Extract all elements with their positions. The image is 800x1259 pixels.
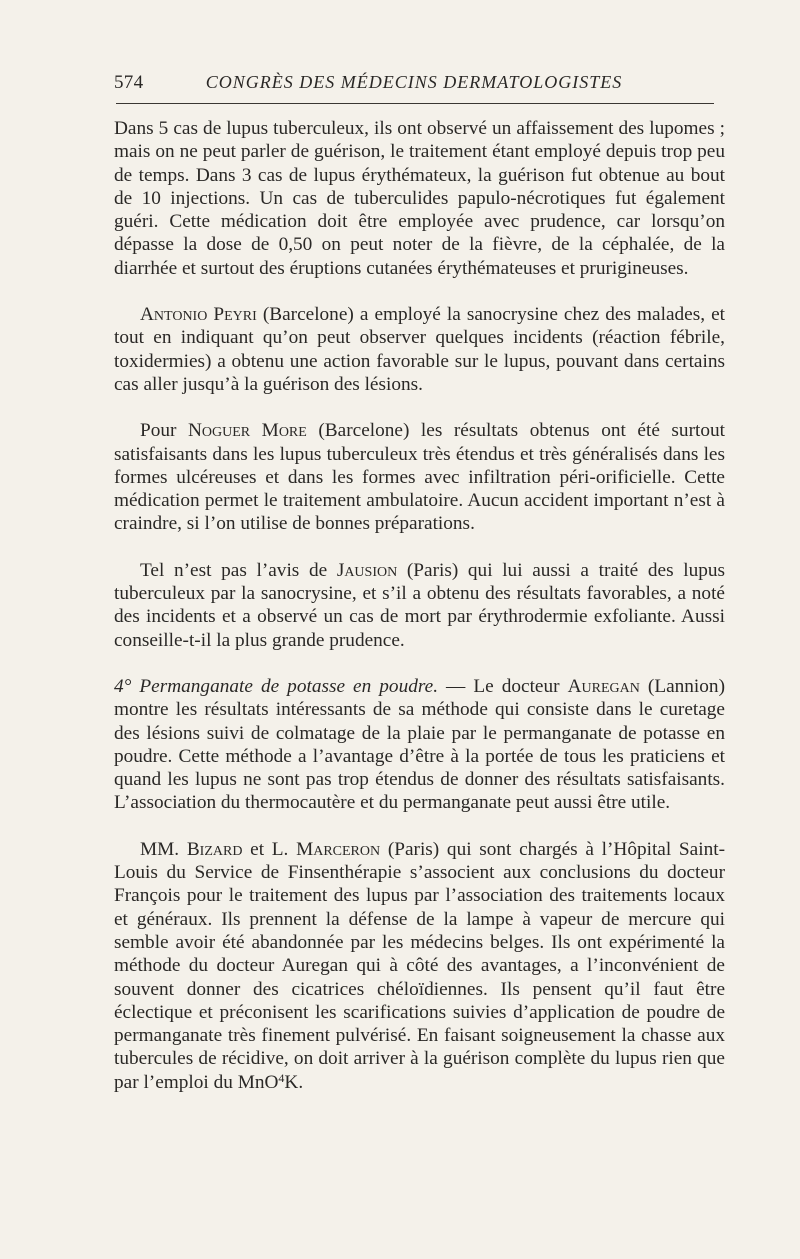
paragraph-bizard-marceron (114, 838, 725, 1094)
author-name: Noguer More (187, 420, 307, 442)
paragraph-peyri (114, 303, 725, 396)
running-title: CONGRÈS DES MÉDECINS DERMATOLOGISTES (205, 72, 623, 92)
author-name: Jausion (336, 559, 398, 581)
paragraph-noguer-more (114, 419, 725, 535)
paragraph-text: (Lannion) montre les résultats intéressants de sa méthode qui consiste dans le curetage des lésions suivi de colmatage de la plaie par le permanganate de potasse en poudre. Cette méthode a l’avantage d’être à la portée de tous les praticiens et quand les lupus ne sont pas trop étendus de donner des résultats satisfaisants. L’association du thermocautère et du permanganate peut aussi être utile. (114, 675, 725, 814)
author-name: Auregan (567, 675, 640, 697)
paragraph-text: (Barcelone) les résultats obtenus ont été surtout satisfaisants dans les lupus tuberculeux très étendus et très généralisés dans les formes ulcéreuses et dans les formes avec infiltration péri-orificielle. Cette médication permet le traitement ambulatoire. Aucun accident important n’est à craindre, si l’on utilise de bonnes préparations. (114, 420, 725, 535)
paragraph-text: — Le docteur (438, 675, 568, 697)
paragraph-text: (Barcelone) a employé la sanocrysine chez des malades, et tout en indiquant qu’on peut observer quelques incidents (réaction fébrile, toxidermies) a obtenu une action favorable sur le lupus, pouvant dans certains cas aller jusqu’à la guérison des lésions. (114, 304, 725, 395)
paragraph-text: K. (284, 1071, 304, 1093)
paragraph-text: (Paris) qui lui aussi a traité des lupus tuberculeux par la sanocrysine, et s’il a obtenu des résultats favorables, a noté des incidents et a observé un cas de mort par érythrodermie exfoliante. Aussi conseille-t-il la plus grande prudence. (114, 559, 726, 651)
section-heading: 4° Permanganate de potasse en poudre. (114, 675, 439, 697)
page-number: 574 (114, 72, 144, 93)
paragraph-text: et L. (242, 838, 297, 860)
paragraph-text: (Paris) qui sont chargés à l’Hôpital Saint-Louis du Service de Finsenthérapie s’associent aux conclusions du docteur François pour le traitement des lupus par l’association des traitements locaux et généraux. Ils prennent la défense de la lampe à vapeur de mercure qui semble avoir été abandonnée par les médecins belges. Ils ont expérimenté la méthode du docteur Auregan qui à côté des avantages, a l’inconvénient de souvent donner des cicatrices chéloïdiennes. Ils pensent qu’il faut être éclectique et préconisent les scarifications suivies d’application de poudre de permanganate très finement pulvérisé. En faisant soigneusement la chasse aux tubercules de récidive, on doit arriver à la guérison complète du lupus rien que par l’emploi du MnO (114, 838, 725, 1093)
author-name: Antonio Peyri (140, 304, 257, 326)
author-name: Bizard (186, 838, 243, 860)
paragraph-text: Dans 5 cas de lupus tuberculeux, ils ont observé un affaissement des lupomes ; mais on ne peut parler de guérison, le traitement étant employé depuis trop peu de temps. Dans 3 cas de lupus érythémateux, la guérison fut obtenue au bout de 10 injections. Un cas de tuberculides papulo-nécrotiques fut également guéri. Cette médication doit être employée avec prudence, car lorsqu’on dépasse la dose de 0,50 on peut noter de la fièvre, de la céphalée, de la diarrhée et surtout des éruptions cutanées érythémateuses et prurigineuses. (114, 118, 725, 279)
paragraph-text: Pour (140, 420, 188, 442)
paragraph-text: Tel n’est pas l’avis de (140, 559, 337, 581)
paragraph-jausion (114, 559, 725, 652)
body-text (114, 117, 725, 1094)
author-name: Marceron (296, 838, 381, 860)
paragraph-permanganate (114, 675, 725, 815)
header-rule (116, 103, 714, 104)
paragraph-text: MM. (140, 838, 187, 860)
page-header (114, 72, 714, 98)
paragraph-lupus-results (114, 117, 725, 280)
formula-superscript: 4 (278, 1070, 285, 1085)
